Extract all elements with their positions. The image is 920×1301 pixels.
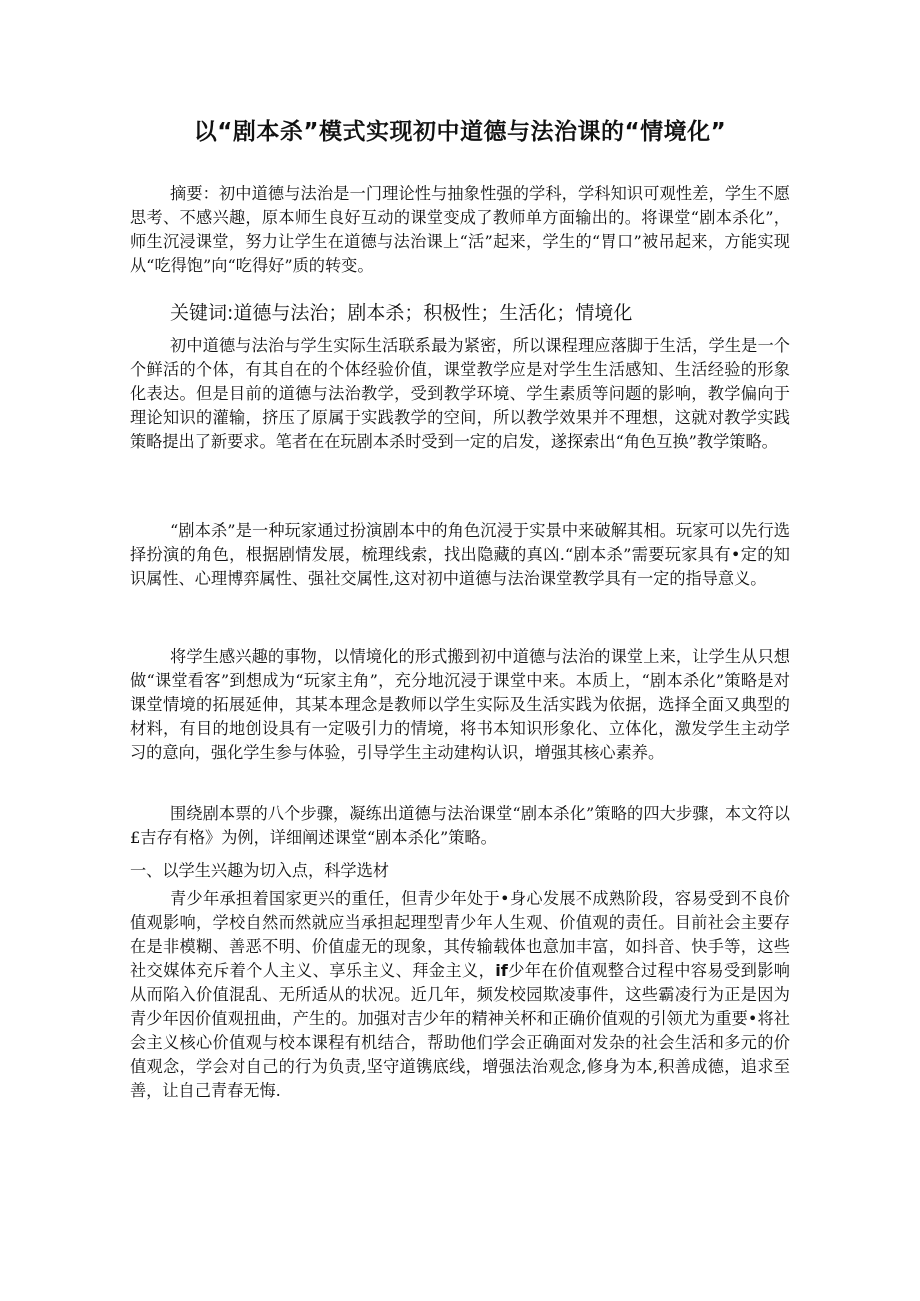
body-paragraph-5 — [130, 887, 790, 1103]
abstract-paragraph: 摘要：初中道德与法治是一门理论性与抽象性强的学科，学科知识可观性差，学生不愿思考、不感兴趣，原本师生良好互动的课堂变成了教师单方面输出的。将课堂“剧本杀化”，师生沉浸课堂，努力让学生在道德与法治课上“活”起来，学生的“胃口”被吊起来，方能实现从“吃得饱”向“吃得好”质的转变。 — [130, 184, 790, 275]
body-paragraph-5-part-b: 少年在价值观整合过程中容易受到影响从而陷入价值混乱、无所适从的状况。近几年，频发校园欺凌事件，这些霸凌行为正是因为青少年因价值观扭曲，产生的。加强对吉少年的精神关杯和正确价值观的引领尤为重要•将社会主义核心价值观与校本课程有机结合，帮助他们学会正确面对发杂的社会生活和多元的价值观念，学会对自己的行为负责,坚守道镌底线，增强法治观念,修身为本,积善成德，追求至善，让自己青春无悔. — [130, 961, 790, 1100]
body-paragraph-5-if-glyph: if — [495, 961, 508, 980]
body-paragraph-5-part-a: 青少年承担着国家更兴的重任，但青少年处于•身心发展不成熟阶段，容易受到不良价值观影响，学校自然而然就应当承担起理型青少年人生观、价值观的责任。目前社会主要存在是非模糊、善恶不明、价值虚无的现象，其传输载体也意加丰富，如抖音、快手等，这些社交媒体充斥着个人主义、享乐主义、拜金主义， — [130, 889, 790, 980]
body-paragraph-2: “剧本杀”是一种玩家通过扮演剧本中的角色沉浸于实景中来破解其相。玩家可以先行选择扮演的角色，根据剧情发展，梳理线索，找出隐藏的真凶.“剧本杀”需要玩家具有•定的知识属性、心理博弈属性、强社交属性,这对初中道德与法治课堂教学具有一定的指导意义。 — [130, 521, 790, 588]
body-paragraph-4: 围绕剧本票的八个步骤，凝练出道德与法治课堂“剧本杀化”策略的四大步骤，本文符以£吉存有格》为例，详细阐述课堂“剧本杀化”策略。 — [130, 804, 790, 847]
keywords-line: 关键词:道德与法治；剧本杀；积极性；生活化；情境化 — [170, 302, 633, 324]
body-paragraph-3: 将学生感兴趣的事物，以情境化的形式搬到初中道德与法治的课堂上来，让学生从只想做“课堂看客”到想成为“玩家主角”，充分地沉浸于课堂中来。本质上，“剧本杀化”策略是对课堂情境的拓展延伸，其某本理念是教师以学生实际及生活实践为依据，选择全面又典型的材料，有目的地创设具有一定吸引力的情境，将书本知识形象化、立体化，激发学生主动学习的意向，强化学生参与体验，引导学生主动建构认识，增强其核心素养。 — [130, 647, 790, 762]
body-paragraph-1: 初中道德与法治与学生实际生活联系最为紧密，所以课程理应落脚于生活，学生是一个个鲜活的个体，有其自在的个体经验价值，课堂教学应是对学生生活感知、生活经验的形象化表达。但是目前的道德与法治教学，受到教学环境、学生素质等问题的影响，教学偏向于理论知识的灌输，挤压了原属于实践教学的空间，所以教学效果并不理想，这就对教学实践策略提出了新要求。笔者在在玩剧本杀时受到一定的启发，遂探索出“角色互换”教学策略。 — [130, 336, 790, 451]
document-title: 以“剧本杀”模式实现初中道德与法治课的“情境化” — [193, 119, 727, 145]
section-heading-1: 一、以学生兴趣为切入点，科学选材 — [130, 861, 389, 880]
